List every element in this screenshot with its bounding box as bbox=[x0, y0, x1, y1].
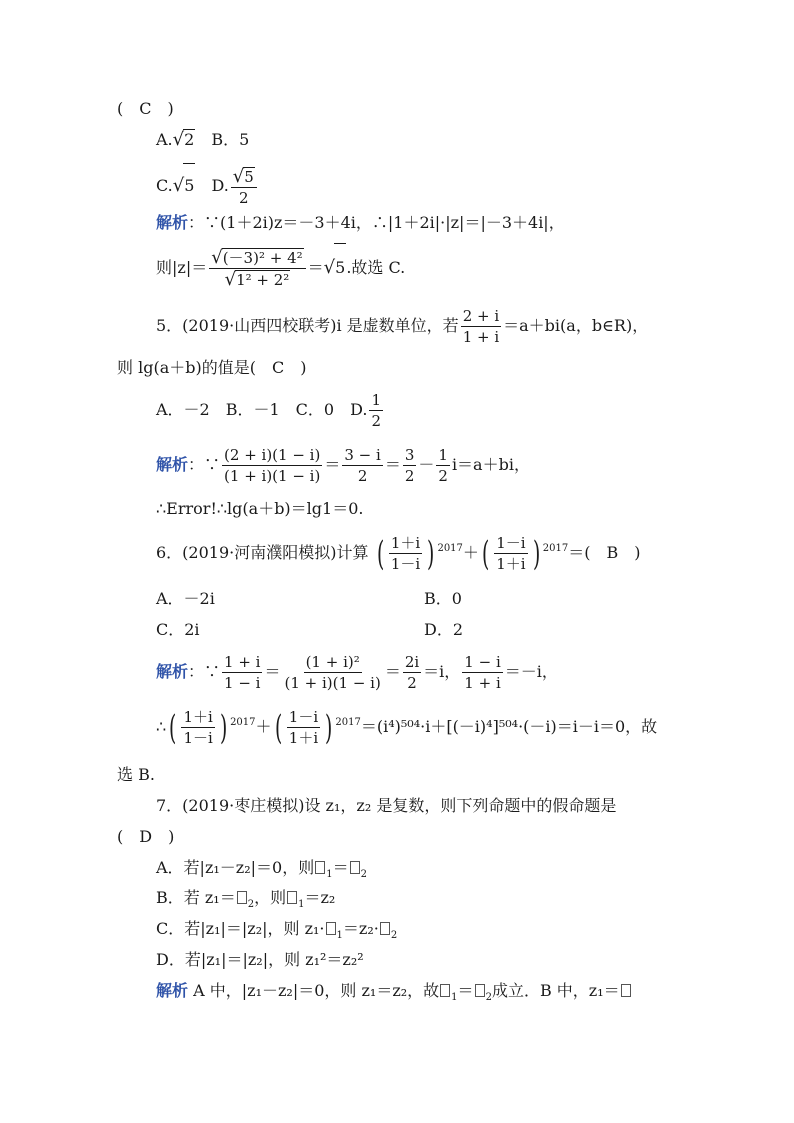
q7-option-d: D．若|z₁|＝|z₂|，则 z₁²＝z₂² bbox=[156, 950, 364, 969]
q6-stem-paren2: ( $\frac{1-i}{1+i}$ ) bbox=[481, 533, 540, 574]
q7-option-b: B．若 z₁＝ $_2$，则 $_1$＝z₂ bbox=[156, 888, 336, 910]
q6-stem: 6．(2019·河南濮阳模拟)计算 ( $\frac{1+i}{1-i}$ ) $^{2017}$＋ ( $\frac{1-i}{1+i}$ ) $^{2017}$＝( B ) bbox=[156, 533, 641, 574]
q4-option-c: C. bbox=[156, 176, 173, 195]
q7-solution: 解析 A 中，|z₁－z₂|＝0，则 z₁＝z₂，故 $_1$＝ $_2$成立．B 中，z₁＝ bbox=[156, 981, 632, 1001]
q4-option-a-sqrt: √2 bbox=[172, 129, 195, 150]
q5-options: A．－2 B．－1 C．0 D. $\frac{1}{2}$ bbox=[156, 391, 381, 430]
q4-option-a: A. bbox=[156, 130, 173, 149]
conjugate-placeholder-icon bbox=[287, 891, 297, 904]
q7-option-c: C．若|z₁|＝|z₂|，则 z₁· $_1$＝z₂· $_2$ bbox=[156, 919, 398, 941]
conjugate-placeholder-icon bbox=[350, 861, 360, 874]
q6-option-a: A．－2i bbox=[156, 589, 215, 608]
solution-label: 解析 bbox=[156, 981, 189, 1000]
q6-option-b: B．0 bbox=[424, 589, 462, 608]
q7-option-a: A．若|z₁－z₂|＝0，则 $_1$＝ $_2$ bbox=[156, 858, 367, 880]
q4-answer: ( C ) bbox=[117, 99, 174, 118]
q5-option-d-fraction: $\frac{1}{2}$ bbox=[371, 391, 381, 430]
q6-solution-line1: 解析：∵ $\frac{1 + i}{1 - i}$ ＝ $\frac{\text{(1 + i)²}}{(1 + i)(1 - i)}$ ＝ $\frac{2i}{2}$ ＝i， $\frac{1 - i}{1 + i}$ ＝－i， bbox=[156, 653, 558, 692]
q4-options-cd bbox=[156, 163, 259, 207]
conjugate-placeholder-icon bbox=[315, 861, 325, 874]
solution-label: 解析 bbox=[156, 213, 189, 232]
q4-solution-line2: 则|z|＝ $\frac{\text{√(－3)² + 4²}}{\text{√1² + 2²}}$ ＝√5.故选 C. bbox=[156, 243, 405, 291]
conjugate-placeholder-icon bbox=[237, 891, 247, 904]
q4-options-ab bbox=[156, 129, 249, 150]
q5-solution-line2: ∴Error!∴lg(a＋b)＝lg1＝0. bbox=[156, 499, 364, 518]
solution-label: 解析 bbox=[156, 455, 189, 474]
q5-stem-line1: 5．(2019·山西四校联考)i 是虚数单位，若 $\frac{2 + i}{1 + i}$ ＝a＋bi(a，b∈R)， bbox=[156, 307, 649, 346]
q6-stem-paren1: ( $\frac{1+i}{1-i}$ ) bbox=[376, 533, 435, 574]
conjugate-placeholder-icon bbox=[440, 984, 450, 997]
q6-option-d: D．2 bbox=[424, 620, 464, 639]
q6-option-c: C．2i bbox=[156, 620, 200, 639]
q5-solution-line1: 解析：∵ $\frac{(2 + i)(1 - i)}{(1 + i)(1 - i)}$ ＝ $\frac{3 - i}{2}$ ＝ $\frac{3}{2}$ － $\frac{1}{2}$ i＝a＋bi， bbox=[156, 446, 530, 485]
q4-option-d-fraction: $\frac{√5}{2}$ bbox=[231, 167, 257, 207]
conjugate-placeholder-icon bbox=[326, 922, 336, 935]
q7-stem: 7．(2019·枣庄模拟)设 z₁，z₂ 是复数，则下列命题中的假命题是 bbox=[156, 796, 617, 815]
q6-solution-line3: 选 B. bbox=[117, 765, 155, 784]
q4-solution-fraction: $\frac{\text{√(－3)² + 4²}}{\text{√1² + 2²}}$ bbox=[209, 248, 305, 289]
q5-stem-line2: 则 lg(a＋b)的值是( C ) bbox=[117, 358, 307, 377]
q4-option-c-sqrt: √5 bbox=[173, 163, 196, 208]
solution-label: 解析 bbox=[156, 662, 189, 681]
q4-solution-line1: 解析：∵(1＋2i)z＝－3＋4i，∴|1＋2i|·|z|＝|－3＋4i|， bbox=[156, 213, 565, 232]
conjugate-placeholder-icon bbox=[475, 984, 485, 997]
conjugate-placeholder-icon bbox=[380, 922, 390, 935]
q4-option-d: D. bbox=[211, 176, 229, 195]
q5-stem-fraction: $\frac{2 + i}{1 + i}$ bbox=[462, 307, 500, 346]
q4-option-b: B．5 bbox=[211, 130, 250, 149]
q7-answer: ( D ) bbox=[117, 827, 175, 846]
q6-solution-line2: ∴ ( $\frac{1+i}{1-i}$ ) $^{2017}$＋ ( $\frac{1-i}{1+i}$ ) $^{2017}$＝(i⁴)⁵⁰⁴·i＋[(－i)⁴]⁵⁰⁴·(－i)＝i－i＝0，故 bbox=[156, 707, 658, 748]
conjugate-placeholder-icon bbox=[621, 984, 631, 997]
